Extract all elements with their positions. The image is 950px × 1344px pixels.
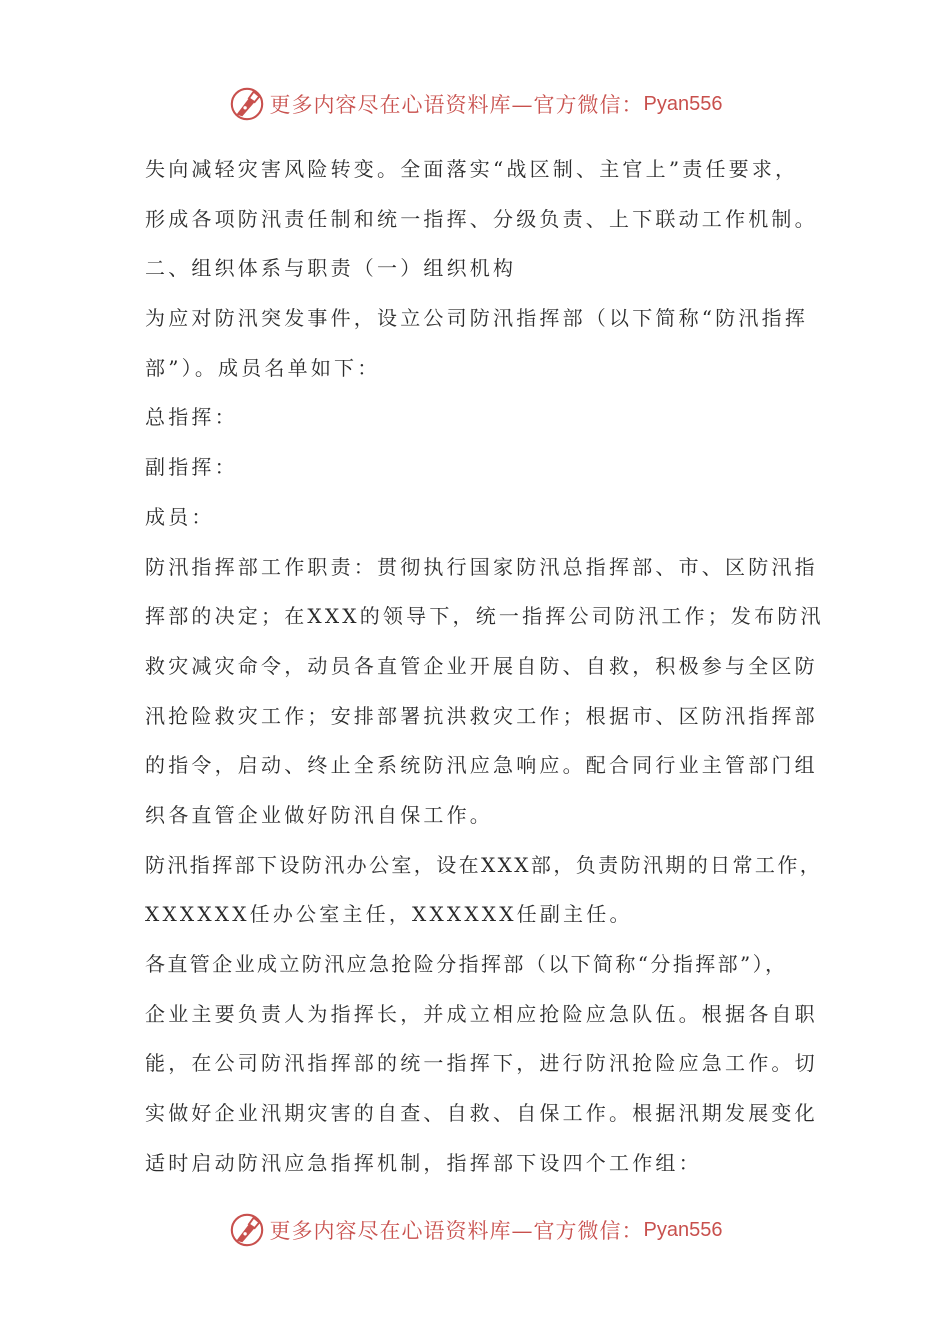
body-line: 为应对防汛突发事件，设立公司防汛指挥部（以下简称“防汛指挥	[145, 306, 809, 331]
pen-nib-logo-icon	[228, 1211, 266, 1249]
body-line: 防汛指挥部下设防汛办公室，设在XXX部，负责防汛期的日常工作，	[145, 852, 823, 877]
header-banner-text: 更多内容尽在心语资料库—官方微信：	[269, 93, 644, 117]
body-line: 失向减轻灾害风险转变。全面落实“战区制、主官上”责任要求，	[145, 157, 799, 181]
body-line: 的指令，启动、终止全系统防汛应急响应。配合同行业主管部门组	[145, 753, 818, 778]
body-line: 实做好企业汛期灾害的自查、自救、自保工作。根据汛期发展变化	[145, 1101, 818, 1126]
body-line: 汛抢险救灾工作；安排部署抗洪救灾工作；根据市、区防汛指挥部	[145, 703, 818, 728]
members-line: 成员：	[145, 504, 215, 529]
body-line: 部”）。成员名单如下：	[145, 355, 381, 380]
deputy-commander-line: 副指挥：	[145, 455, 238, 480]
body-line: 适时启动防汛应急指挥机制，指挥部下设四个工作组：	[145, 1150, 702, 1175]
body-line: 救灾减灾命令，动员各直管企业开展自防、自救，积极参与全区防	[145, 653, 818, 678]
footer-wechat-id: Pyan556	[643, 1218, 723, 1241]
body-line: 织各直管企业做好防汛自保工作。	[145, 802, 493, 827]
footer-banner-text: 更多内容尽在心语资料库—官方微信：	[269, 1219, 644, 1243]
document-body	[145, 145, 824, 1188]
body-line: 能，在公司防汛指挥部的统一指挥下，进行防汛抢险应急工作。切	[145, 1051, 818, 1076]
body-line: 各直管企业成立防汛应急抢险分指挥部（以下简称“分指挥部”），	[145, 952, 788, 976]
header-wechat-id: Pyan556	[643, 92, 723, 115]
body-line: 企业主要负责人为指挥长，并成立相应抢险应急队伍。根据各自职	[145, 1001, 818, 1026]
body-line: 挥部的决定；在XXX的领导下，统一指挥公司防汛工作；发布防汛	[145, 604, 824, 629]
body-line: 形成各项防汛责任制和统一指挥、分级负责、上下联动工作机制。	[145, 206, 818, 231]
body-line: 防汛指挥部工作职责：贯彻执行国家防汛总指挥部、市、区防汛指	[145, 554, 818, 579]
pen-nib-logo-icon	[228, 85, 266, 123]
commander-line: 总指挥：	[145, 405, 238, 430]
section-heading: 二、组织体系与职责（一）组织机构	[145, 256, 517, 281]
body-line: XXXXXX任办公室主任，XXXXXX任副主任。	[145, 902, 633, 927]
header-banner	[0, 82, 950, 126]
footer-banner	[0, 1208, 950, 1252]
